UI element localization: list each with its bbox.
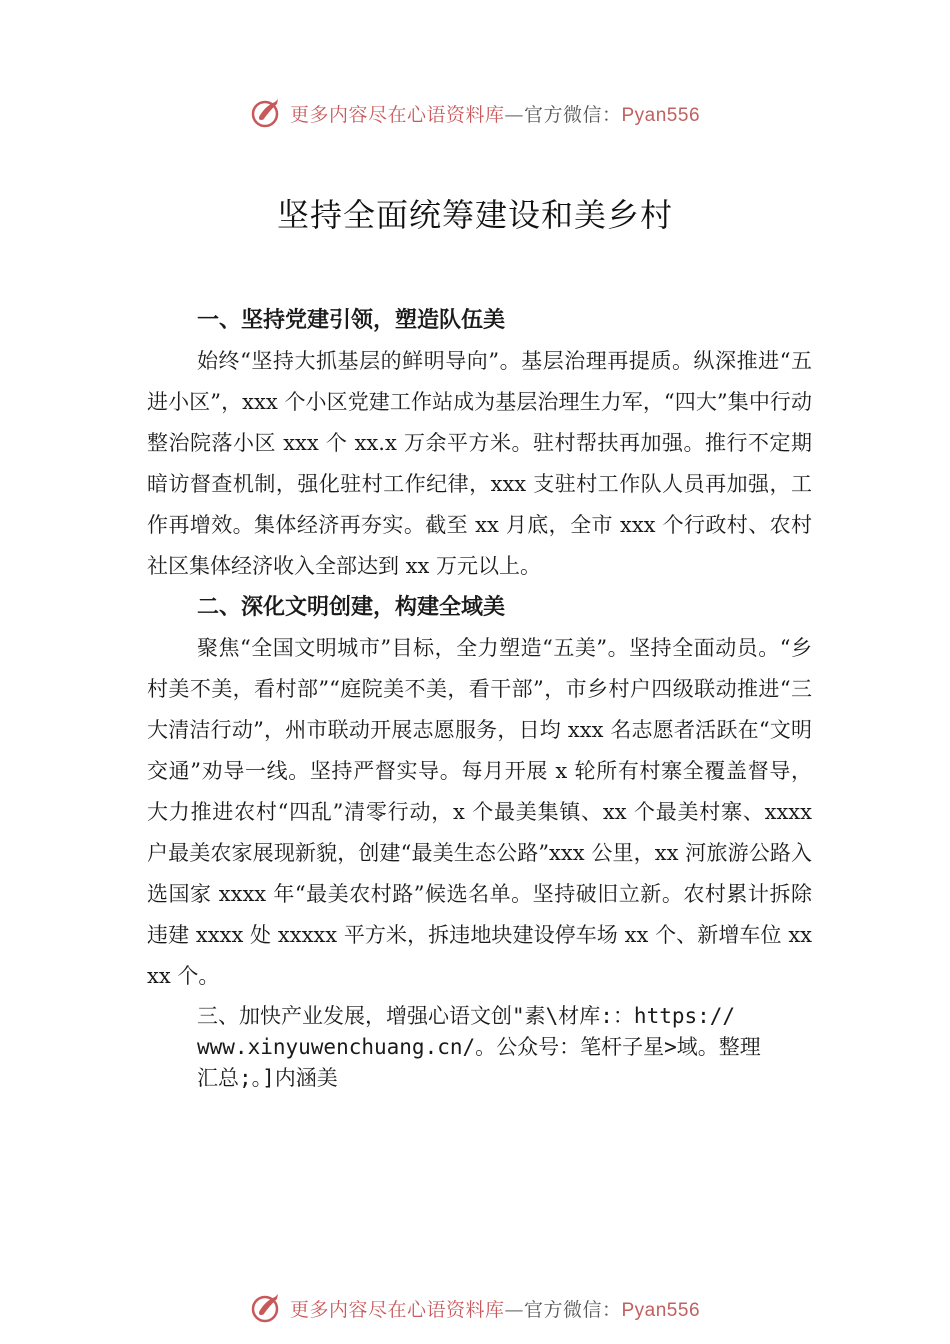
- brand-logo-icon: [250, 1291, 284, 1325]
- document-body: [147, 300, 812, 1094]
- section-2-heading: 二、深化文明创建，构建全域美: [197, 595, 506, 620]
- section-3-url-line: www.xinyuwenchuang.cn/。公众号：笔杆子星>域。整理: [197, 1035, 761, 1059]
- section-2-paragraph: 聚焦“全国文明城市”目标，全力塑造“五美”。坚持全面动员。“乡村美不美，看村部”“庭院美不美，看干部”，市乡村户四级联动推进“三大清洁行动”，州市联动开展志愿服务，日均 xxx 名志愿者活跃在“文明交通”劝导一线。坚持严督实导。每月开展 x 轮所有村寨全覆盖督导，大力推进农村“四乱”清零行动，x 个最美集镇、xx 个最美村寨、xxxx 户最美农家展现新貌，创建“最美生态公路”xxx 公里，xx 河旅游公路入选国家 xxxx 年“最美农村路”候选名单。坚持破旧立新。农村累计拆除违建 xxxx 处 xxxxx 平方米，拆违地块建设停车场 xx 个、新增车位 xxxx 个。: [147, 636, 812, 988]
- section-3: [147, 997, 822, 1094]
- footer-banner: [0, 1288, 950, 1328]
- header-banner: [0, 93, 950, 133]
- banner-dash: —: [504, 1298, 524, 1321]
- section-3-heading: 三、加快产业发展，增强心语文创"素\材库:：https://: [197, 1004, 736, 1028]
- banner-text: [290, 1295, 700, 1322]
- brand-logo-icon: [250, 96, 284, 130]
- section-3-tail: 汇总;。]内涵美: [197, 1066, 338, 1090]
- banner-wechat-label: 官方微信：: [523, 103, 622, 126]
- section-1-heading: 一、坚持党建引领，塑造队伍美: [197, 308, 506, 333]
- banner-slogan: 更多内容尽在心语资料库: [289, 103, 505, 126]
- banner-wechat-id: Pyan556: [621, 1299, 701, 1321]
- document-title: 坚持全面统筹建设和美乡村: [276, 196, 673, 234]
- banner-wechat-label: 官方微信：: [523, 1298, 622, 1321]
- banner-dash: —: [504, 103, 524, 126]
- banner-wechat-id: Pyan556: [621, 104, 701, 126]
- banner-text: [290, 100, 700, 127]
- section-1-paragraph: 始终“坚持大抓基层的鲜明导向”。基层治理再提质。纵深推进“五进小区”，xxx 个小区党建工作站成为基层治理生力军，“四大”集中行动整治院落小区 xxx 个 xx.x 万余平方米。驻村帮扶再加强。推行不定期暗访督查机制，强化驻村工作纪律，xxx 支驻村工作队人员再加强，工作再增效。集体经济再夯实。截至 xx 月底，全市 xxx 个行政村、农村社区集体经济收入全部达到 xx 万元以上。: [147, 349, 812, 578]
- banner-slogan: 更多内容尽在心语资料库: [289, 1298, 505, 1321]
